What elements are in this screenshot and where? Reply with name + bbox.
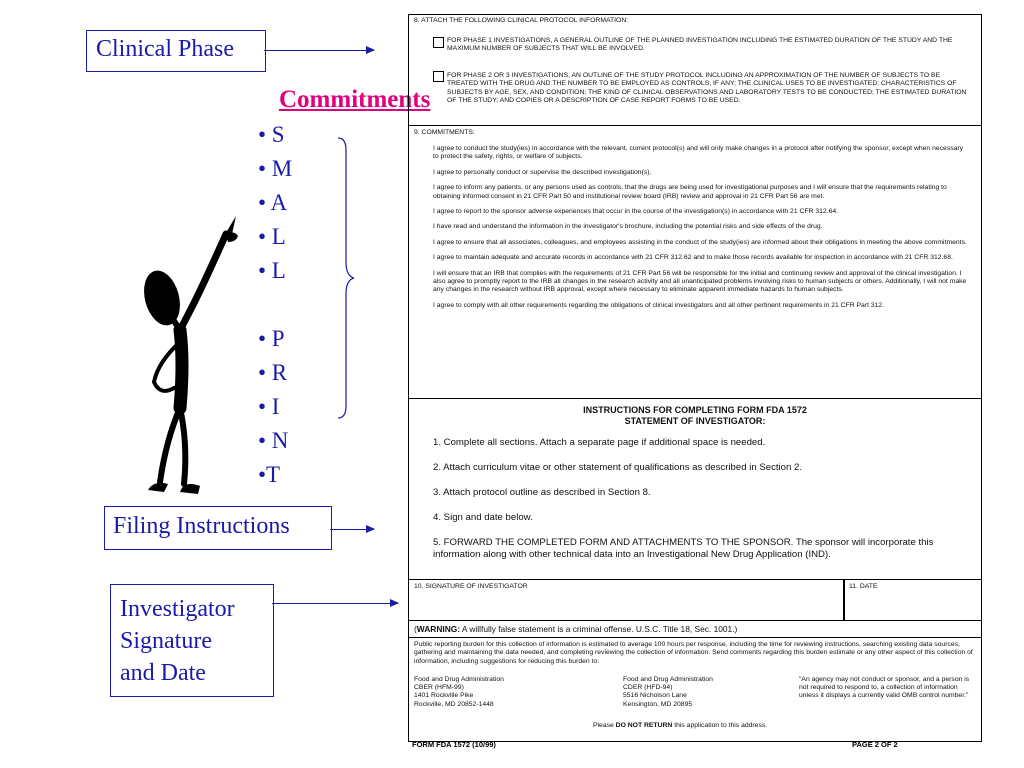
phase23-checkbox[interactable] [433,71,444,82]
warning-row [409,621,981,638]
date-field[interactable] [849,594,977,618]
instructions-subtitle: STATEMENT OF INVESTIGATOR: [624,416,766,426]
warning-bold: WARNING: [416,624,461,634]
filing-instructions-callout [104,506,332,550]
clinical-phase-label: Clinical Phase [96,36,234,62]
address-cder: Food and Drug Administration CDER (HFD-94) 5516 Nicholson Lane Kensington, MD 20895 [623,676,713,708]
section-9-title: 9. COMMITMENTS: [414,129,475,136]
commitment-item: I agree to inform any patients, or any persons used as controls, that the drugs are being used for investigational purposes and I will ensure that the requirements relating to obtaining informed consent in 21 CFR Part 50 and institutional review board (IRB) review and approval in 21 CFR Part 56 are met. [433,184,947,200]
filing-instructions-arrow [330,529,374,530]
section-8-title: 8. ATTACH THE FOLLOWING CLINICAL PROTOCOL INFORMATION: [414,17,629,24]
instructions-title: INSTRUCTIONS FOR COMPLETING FORM FDA 1572 [583,405,807,415]
phase23-text: FOR PHASE 2 OR 3 INVESTIGATIONS, AN OUTLINE OF THE STUDY PROTOCOL INCLUDING AN APPROXIMATION OF THE NUMBER OF SUBJECTS TO BE TREATED WITH THE DRUG AND THE NUMBER TO BE EMPLOYED AS CONTROLS, IF ANY; THE CLINICAL USES TO BE INVESTIGATED; CHARACTERISTICS OF SUBJECTS BY AGE, SEX, AND CONDITION; THE KIND OF CLINICAL OBSERVATIONS AND LABORATORY TESTS TO BE CONDUCTED; THE ESTIMATED DURATION OF THE STUDY; AND COPIES OR A DESCRIPTION OF CASE REPORT FORMS TO BE USED. [447,72,967,105]
pointing-figure-icon [140,212,250,504]
signature-callout-line: Signature [120,628,212,654]
phase1-text: FOR PHASE 1 INVESTIGATIONS, A GENERAL OUTLINE OF THE PLANNED INVESTIGATION INCLUDING THE ESTIMATED DURATION OF THE STUDY AND THE MAXIMUM NUMBER OF SUBJECTS THAT WILL BE INVOLVED. [447,37,953,53]
mnemonic-letter: • L [258,258,286,283]
mnemonic-letter: • N [258,428,289,453]
warning-text: A willfully false statement is a criminal offense. U.S.C. Title 18, Sec. 1001.) [460,624,738,634]
clinical-phase-callout [86,30,266,72]
instruction-step: 1. Complete all sections. Attach a separate page if additional space is needed. [433,437,766,448]
curly-brace [334,136,358,420]
date-label: 11. DATE [849,583,878,590]
signature-callout-line: and Date [120,660,206,686]
commitment-item: I agree to personally conduct or supervise the described investigation(s). [433,168,652,176]
commitment-item: I agree to maintain adequate and accurate records in accordance with 21 CFR 312.62 and to make those records available for inspection in accordance with 21 CFR 312.68. [433,254,953,262]
commitment-item: I will ensure that an IRB that complies with the requirements of 21 CFR Part 56 will be responsible for the initial and continuing review and approval of the clinical investigation. I also agree to promptly report to the IRB all changes in the research activity and all unanticipated problems involving risks to human subjects or others. Additionally, I will not make any changes in the research without IRB approval, except where necessary to eliminate apparent immediate hazards to human subjects. [433,269,967,294]
commitment-item: I agree to report to the sponsor adverse experiences that occur in the course of the investigation(s) in accordance with 21 CFR 312.64. [433,208,839,216]
small-print-mnemonic [258,118,292,492]
signature-field[interactable] [411,594,841,618]
signature-arrow [272,603,398,604]
signature-row [409,580,981,621]
mnemonic-letter: • A [258,190,288,215]
burden-statement: Public reporting burden for this collection of information is estimated to average 100 hours per response, including the time for reviewing instructions, searching existing data sources, gathering and maintaining the data needed, and completing reviewing the collection of information. Send comments regarding this burden estimate or any other aspect of this collection of information, including suggestions for reducing this burden to: [414,641,973,665]
signature-callout-line: Investigator [120,596,235,622]
clinical-phase-arrow [264,50,374,51]
burden-section [409,638,981,741]
commitments-title: Commitments [279,86,431,113]
mnemonic-letter: •T [258,462,281,487]
commitment-item: I agree to ensure that all associates, colleagues, and employees assisting in the conduct of the study(ies) are informed about their obligations in meeting the above commitments. [433,238,967,246]
signature-callout [110,584,274,697]
instruction-step: 3. Attach protocol outline as described in Section 8. [433,487,651,498]
instruction-step: 2. Attach curriculum vitae or other statement of qualifications as described in Section 2. [433,462,803,473]
commitment-item: I agree to comply with all other requirements regarding the obligations of clinical investigators and all other pertinent requirements in 21 CFR Part 312. [433,301,885,309]
section-9-commitments [409,126,981,399]
commitment-item: I agree to conduct the study(ies) in accordance with the relevant, current protocol(s) and will only make changes in a protocol after notifying the sponsor, except when necessary to protect the safety, rights, or welfare of subjects. [433,145,964,161]
commitment-item: I have read and understand the information in the investigator's brochure, including the potential risks and side effects of the drug. [433,223,823,231]
filing-instructions-section [409,399,981,580]
signature-label: 10. SIGNATURE OF INVESTIGATOR [414,583,528,590]
omb-notice: "An agency may not conduct or sponsor, and a person is not required to respond to, a collection of information unless it displays a currently valid OMB control number." [799,676,970,700]
form-id: FORM FDA 1572 (10/99) [412,740,496,749]
warning-open: ( [414,624,417,634]
address-cber: Food and Drug Administration CBER (HFM-99) 1401 Rockville Pike Rockville, MD 20852-1448 [414,676,504,708]
phase1-checkbox[interactable] [433,37,444,48]
instruction-step: 5. FORWARD THE COMPLETED FORM AND ATTACHMENTS TO THE SPONSOR. The sponsor will incorporate this information along with other technical data into an Investigational New Drug Application (IND). [433,537,934,560]
section-8-protocol [409,15,981,126]
mnemonic-letter: • P [258,326,285,351]
page-number: PAGE 2 OF 2 [852,740,898,749]
do-not-return-notice: Please DO NOT RETURN this application to this address. [593,722,768,729]
fda-1572-form-page [408,14,982,742]
mnemonic-letter: • R [258,360,288,385]
mnemonic-letter: • M [258,156,293,181]
mnemonic-letter: • S [258,122,285,147]
filing-instructions-label: Filing Instructions [113,513,290,539]
mnemonic-letter: • L [258,224,286,249]
instruction-step: 4. Sign and date below. [433,512,533,523]
mnemonic-letter: • I [258,394,280,419]
